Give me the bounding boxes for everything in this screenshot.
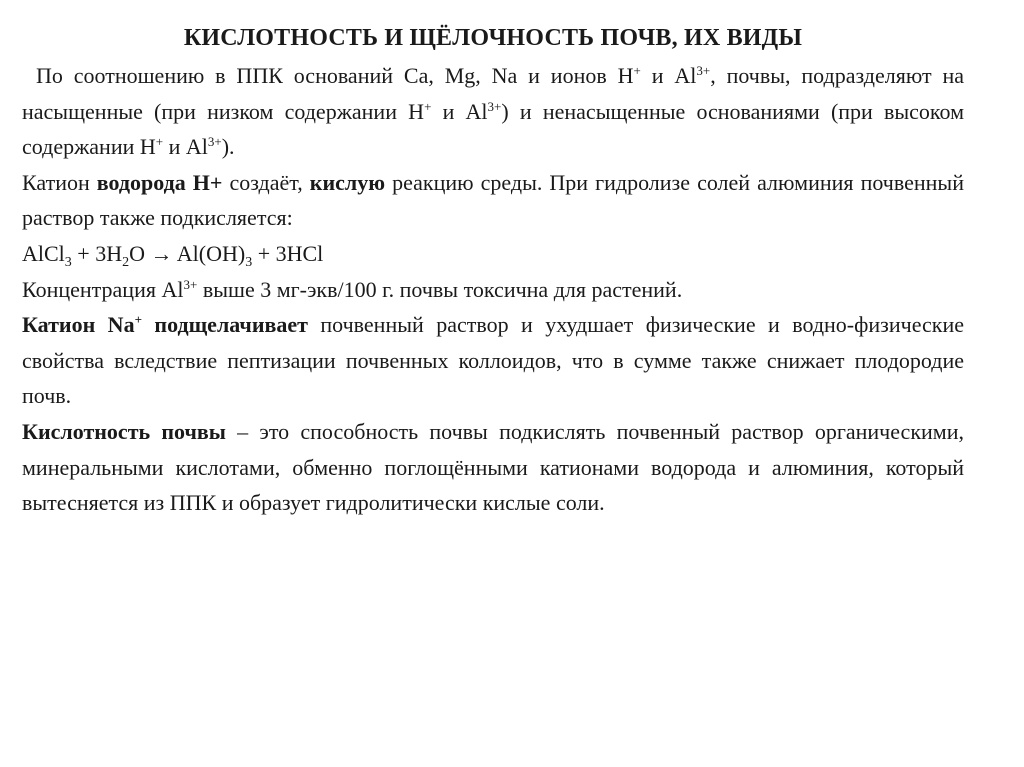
text-run: выше 3 мг-экв/100 г. почвы токсична для растений. (197, 276, 683, 302)
chemical-equation (22, 236, 964, 272)
superscript: 3+ (183, 276, 198, 292)
page-title: КИСЛОТНОСТЬ И ЩЁЛОЧНОСТЬ ПОЧВ, ИХ ВИДЫ (183, 25, 803, 51)
superscript: 3+ (207, 134, 222, 150)
text-run: реакцию среды. При гидролизе солей алюминия почвенный раствор также подкисляется: (22, 169, 964, 231)
superscript: + (155, 134, 164, 150)
text-run: Катион Na (22, 312, 135, 338)
text-run: ). (221, 134, 235, 160)
paragraph-aluminium-toxicity (22, 272, 964, 308)
superscript: 3+ (487, 98, 502, 114)
text-run: и Al (431, 98, 488, 124)
text-run: Катион (22, 169, 97, 195)
subscript: 3 (245, 254, 253, 270)
text-run: + 3HCl (252, 240, 324, 266)
bold-term: Кислотность почвы (22, 418, 226, 444)
paragraph-saturation (22, 58, 964, 165)
text-run: По соотношению в ППК оснований Ca, Mg, Na и ионов H (36, 63, 634, 88)
superscript: + (424, 98, 432, 114)
text-run: и Al (640, 63, 697, 88)
paragraph-soil-acidity (22, 414, 964, 521)
text-run: создаёт, (222, 169, 310, 195)
text-run: подщелачивает (142, 312, 308, 338)
text-run: AlCl (22, 240, 65, 266)
text-run: и Al (163, 134, 208, 160)
slide-content (22, 22, 964, 521)
text-run: + 3H (71, 240, 123, 266)
text-run: почвенный раствор и ухудшает физические и водно-физические свойства вследствие пептизации почвенных коллоидов, что в сумме также снижает плодородие почв. (22, 312, 964, 409)
superscript: + (633, 63, 641, 78)
superscript: 3+ (696, 63, 711, 78)
text-run: , почвы, подразделяют на насыщенные (при низком содержании H (22, 63, 964, 124)
text-run: O → Al(OH) (129, 240, 246, 266)
paragraph-sodium-cation (22, 307, 964, 414)
text-run: ) и ненасыщенные основаниями (при высоком содержании H (22, 98, 965, 160)
subscript: 2 (122, 254, 130, 270)
bold-term: кислую (309, 169, 386, 195)
subscript: 3 (64, 254, 72, 270)
paragraph-hydrogen-cation (22, 165, 964, 236)
bold-term: водорода H+ (96, 169, 223, 195)
superscript: + (134, 312, 142, 328)
text-run: – это способность почвы подкислять почвенный раствор органическими, минеральными кислотами, обменно поглощёнными катионами водорода и алюминия, который вытесняется из ППК и образует гидролитически кислые соли. (22, 418, 964, 516)
text-run: Концентрация Al (22, 276, 184, 302)
bold-term (22, 312, 308, 337)
